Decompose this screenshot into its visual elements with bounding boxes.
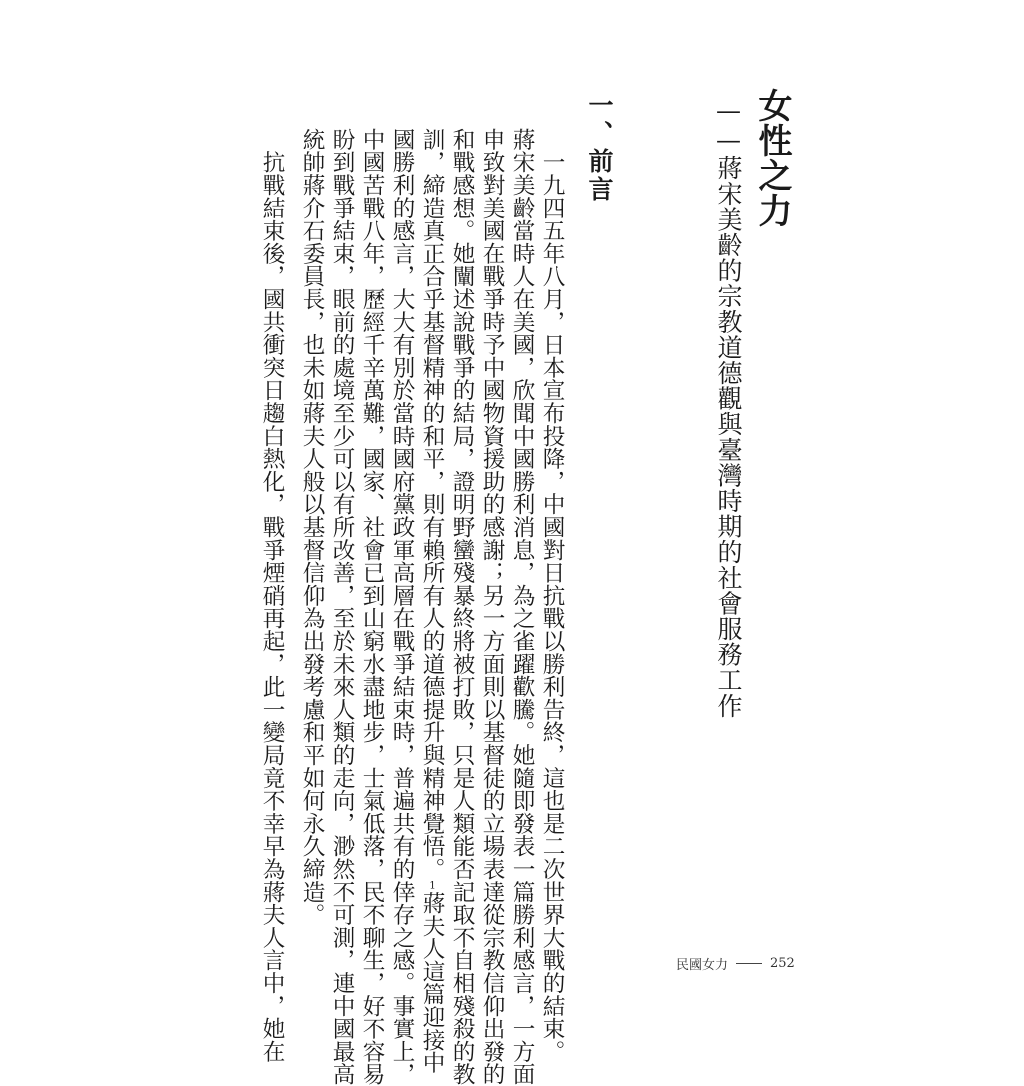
body-column-6: 國勝利的感言，大大有別於當時國府黨政軍高層在戰爭結束時，普遍共有的倖存之感。事實上， xyxy=(389,128,415,1086)
page-footer xyxy=(676,954,795,973)
chapter-title: 女性之力 xyxy=(752,88,792,228)
body-column-7: 中國苦戰八年，歷經千辛萬難，國家、社會已到山窮水盡地步，士氣低落，民不聊生，好不容易 xyxy=(359,128,385,1086)
body-column-10: 抗戰結束後，國共衝突日趨白熱化，戰爭煙硝再起，此一變局竟不幸早為蔣夫人言中，她在 xyxy=(259,128,285,1063)
body-column-4: 和戰感想。她闡述說戰爭的結局，證明野蠻殘暴終將被打敗，只是人類能否記取不自相殘殺的教 xyxy=(449,128,475,1086)
body-column-9: 統帥蔣介石委員長，也未如蔣夫人般以基督信仰為出發考慮和平如何永久締造。 xyxy=(299,128,325,926)
page-number: 252 xyxy=(770,956,795,971)
section-heading: 一、前言 xyxy=(585,92,614,204)
footnote-marker: 1 xyxy=(427,880,438,892)
body-column-5-text: 訓，締造真正合乎基督精神的和平，則有賴所有人的道德提升與精神覺悟。 xyxy=(419,128,445,881)
body-column-5 xyxy=(418,128,446,1074)
body-column-2: 蔣宋美齡當時人在美國，欣聞中國勝利消息，為之雀躍歡騰。她隨即發表一篇勝利感言，一方面 xyxy=(509,128,535,1086)
chapter-subtitle: ——蔣宋美齡的宗教道德觀與臺灣時期的社會服務工作 xyxy=(714,96,743,719)
body-column-3: 申致對美國在戰爭時予中國物資援助的感謝；另一方面則以基督徒的立場表達從宗教信仰出發的 xyxy=(479,128,505,1086)
footer-dash xyxy=(736,963,762,964)
body-column-1: 一九四五年八月，日本宣布投降，中國對日抗戰以勝利告終，這也是二次世界大戰的結束。 xyxy=(539,128,565,1063)
body-column-8: 盼到戰爭結束，眼前的處境至少可以有所改善，至於未來人類的走向，渺然不可測，連中國最高 xyxy=(329,128,355,1086)
body-column-5-tail: 蔣夫人這篇迎接中 xyxy=(419,891,445,1075)
footer-book-name: 民國女力 xyxy=(676,958,729,973)
